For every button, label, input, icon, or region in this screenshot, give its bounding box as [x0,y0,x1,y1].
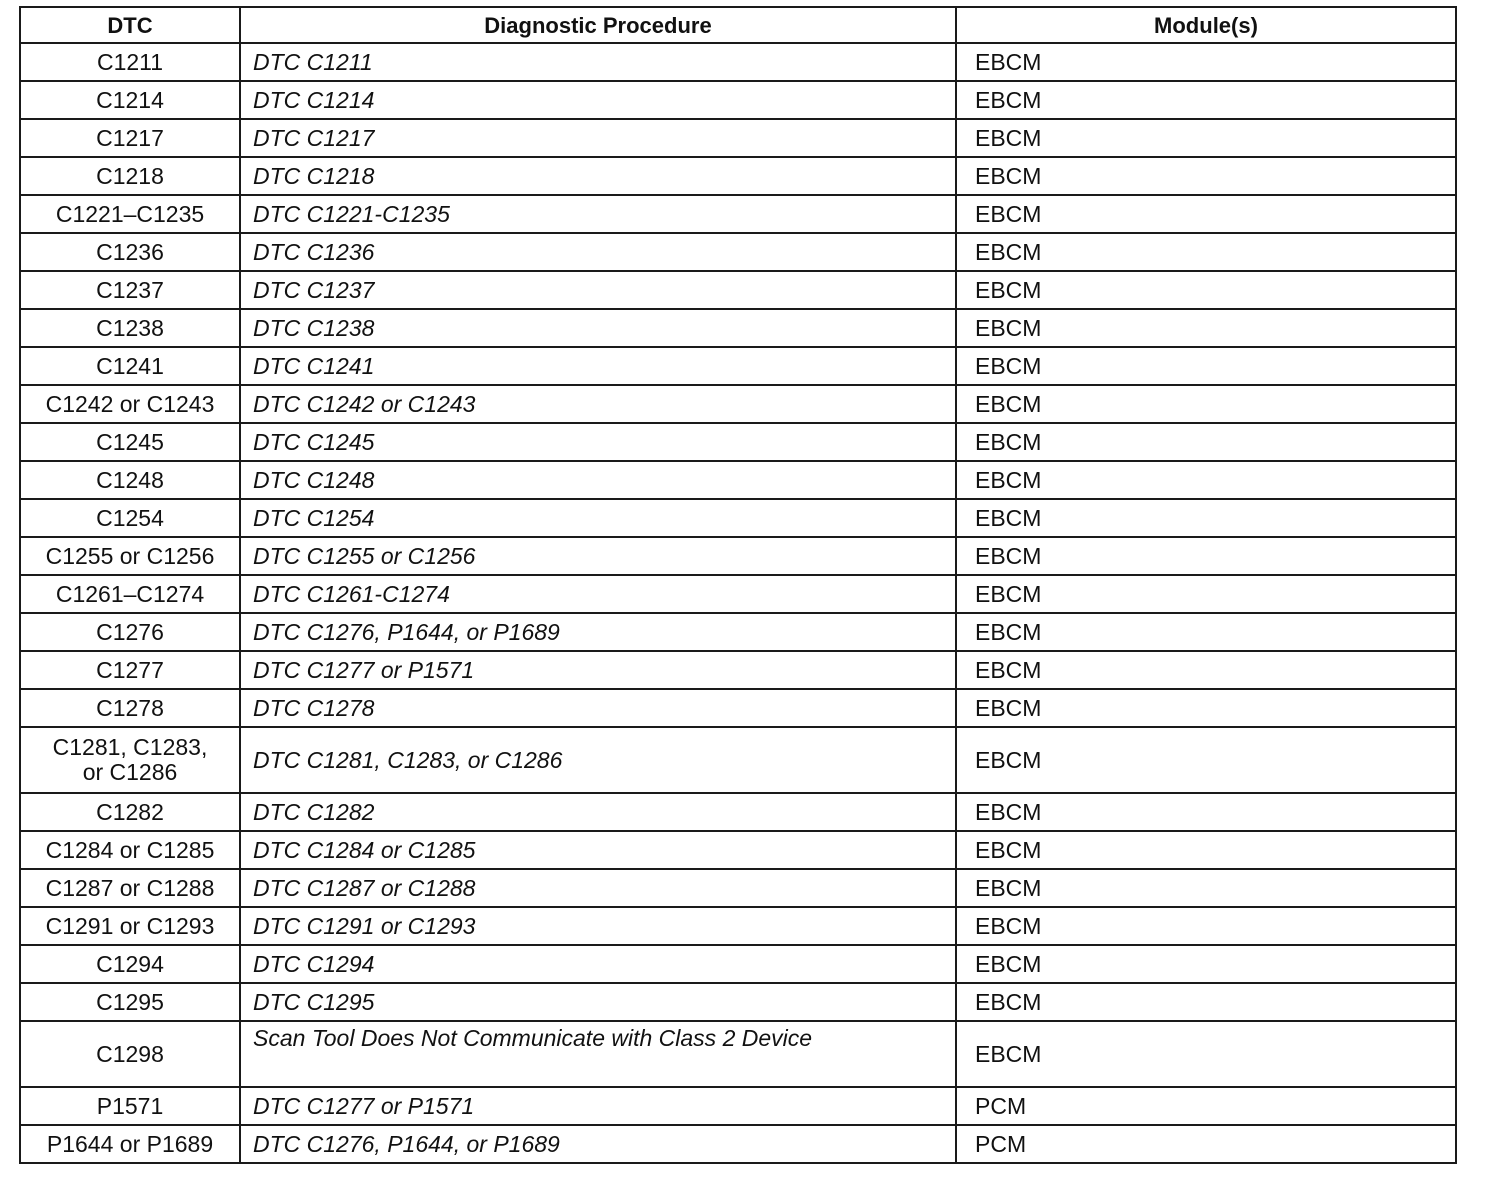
procedure-link[interactable]: DTC C1217 [240,119,956,157]
table-row [20,271,1456,309]
module-cell: EBCM [956,689,1456,727]
dtc-cell: C1294 [20,945,240,983]
procedure-link[interactable]: DTC C1221-C1235 [240,195,956,233]
procedure-link[interactable]: DTC C1277 or P1571 [240,651,956,689]
dtc-cell: C1298 [20,1021,240,1087]
procedure-link[interactable]: DTC C1281, C1283, or C1286 [240,727,956,793]
table-row [20,537,1456,575]
table-row [20,309,1456,347]
module-cell: EBCM [956,385,1456,423]
module-cell: EBCM [956,983,1456,1021]
dtc-cell: C1255 or C1256 [20,537,240,575]
table-row [20,1087,1456,1125]
procedure-link[interactable]: DTC C1245 [240,423,956,461]
dtc-cell: C1242 or C1243 [20,385,240,423]
procedure-link[interactable]: DTC C1282 [240,793,956,831]
dtc-cell: C1245 [20,423,240,461]
table-row [20,461,1456,499]
module-cell: EBCM [956,43,1456,81]
module-cell: EBCM [956,831,1456,869]
procedure-link[interactable]: DTC C1238 [240,309,956,347]
table-row [20,233,1456,271]
module-cell: EBCM [956,613,1456,651]
table-row [20,575,1456,613]
module-cell: EBCM [956,119,1456,157]
table-row [20,613,1456,651]
procedure-link[interactable]: DTC C1287 or C1288 [240,869,956,907]
dtc-cell: C1248 [20,461,240,499]
table-row [20,689,1456,727]
procedure-link[interactable]: DTC C1261-C1274 [240,575,956,613]
procedure-link[interactable]: DTC C1237 [240,271,956,309]
procedure-link[interactable]: DTC C1276, P1644, or P1689 [240,1125,956,1163]
procedure-link[interactable]: DTC C1295 [240,983,956,1021]
dtc-cell: C1217 [20,119,240,157]
header-modules: Module(s) [956,7,1456,43]
header-diagnostic-procedure: Diagnostic Procedure [240,7,956,43]
module-cell: EBCM [956,461,1456,499]
dtc-table [19,6,1457,1164]
dtc-cell: C1241 [20,347,240,385]
dtc-cell: C1282 [20,793,240,831]
table-row [20,1125,1456,1163]
module-cell: EBCM [956,1021,1456,1087]
table-row [20,651,1456,689]
dtc-cell: C1277 [20,651,240,689]
module-cell: EBCM [956,271,1456,309]
dtc-cell: P1644 or P1689 [20,1125,240,1163]
procedure-link[interactable]: DTC C1218 [240,157,956,195]
dtc-cell: C1281, C1283, or C1286 [20,727,240,793]
module-cell: EBCM [956,945,1456,983]
dtc-cell: C1218 [20,157,240,195]
procedure-link[interactable]: DTC C1211 [240,43,956,81]
procedure-link[interactable]: DTC C1255 or C1256 [240,537,956,575]
dtc-cell: C1261–C1274 [20,575,240,613]
module-cell: EBCM [956,233,1456,271]
procedure-link[interactable]: DTC C1254 [240,499,956,537]
dtc-cell: C1287 or C1288 [20,869,240,907]
dtc-cell: C1254 [20,499,240,537]
table-row [20,1021,1456,1087]
table-row [20,347,1456,385]
module-cell: EBCM [956,727,1456,793]
module-cell: EBCM [956,195,1456,233]
dtc-cell: C1236 [20,233,240,271]
module-cell: EBCM [956,81,1456,119]
table-row [20,793,1456,831]
procedure-link[interactable]: DTC C1284 or C1285 [240,831,956,869]
module-cell: EBCM [956,869,1456,907]
module-cell: EBCM [956,907,1456,945]
dtc-cell: C1237 [20,271,240,309]
module-cell: EBCM [956,575,1456,613]
dtc-cell: C1278 [20,689,240,727]
table-row [20,119,1456,157]
dtc-cell: C1295 [20,983,240,1021]
dtc-cell: C1214 [20,81,240,119]
table-row [20,157,1456,195]
procedure-link[interactable]: DTC C1248 [240,461,956,499]
procedure-link[interactable]: DTC C1291 or C1293 [240,907,956,945]
procedure-link[interactable]: DTC C1277 or P1571 [240,1087,956,1125]
module-cell: EBCM [956,423,1456,461]
procedure-link[interactable]: DTC C1236 [240,233,956,271]
procedure-link[interactable]: DTC C1214 [240,81,956,119]
dtc-cell: C1221–C1235 [20,195,240,233]
dtc-cell: C1276 [20,613,240,651]
header-row [20,7,1456,43]
procedure-link[interactable]: Scan Tool Does Not Communicate with Class 2 Device [240,1021,956,1087]
module-cell: EBCM [956,157,1456,195]
dtc-cell: C1211 [20,43,240,81]
module-cell: EBCM [956,651,1456,689]
table-row [20,385,1456,423]
procedure-link[interactable]: DTC C1276, P1644, or P1689 [240,613,956,651]
dtc-cell: C1238 [20,309,240,347]
table-row [20,499,1456,537]
module-cell: EBCM [956,793,1456,831]
procedure-link[interactable]: DTC C1294 [240,945,956,983]
header-dtc: DTC [20,7,240,43]
module-cell: EBCM [956,309,1456,347]
module-cell: EBCM [956,499,1456,537]
dtc-cell: P1571 [20,1087,240,1125]
module-cell: PCM [956,1087,1456,1125]
procedure-link[interactable]: DTC C1242 or C1243 [240,385,956,423]
table-row [20,907,1456,945]
table-row [20,423,1456,461]
module-cell: EBCM [956,347,1456,385]
table-row [20,983,1456,1021]
table-row [20,195,1456,233]
table-row [20,81,1456,119]
table-row [20,831,1456,869]
table-row [20,945,1456,983]
dtc-cell: C1291 or C1293 [20,907,240,945]
table-row [20,727,1456,793]
module-cell: PCM [956,1125,1456,1163]
procedure-link[interactable]: DTC C1241 [240,347,956,385]
module-cell: EBCM [956,537,1456,575]
table-row [20,43,1456,81]
table-row [20,869,1456,907]
procedure-link[interactable]: DTC C1278 [240,689,956,727]
dtc-cell: C1284 or C1285 [20,831,240,869]
